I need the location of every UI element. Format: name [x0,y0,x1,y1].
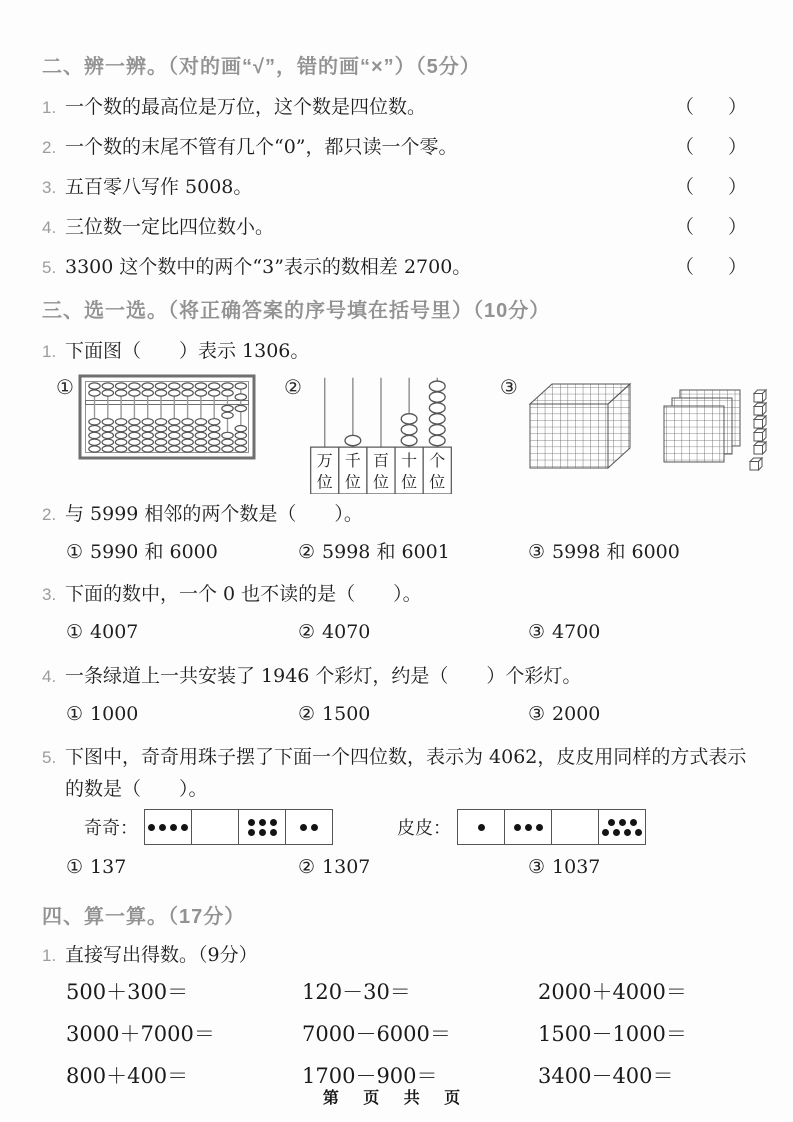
expression: 2000＋4000＝ [538,980,687,1004]
question-number: 1. [42,98,57,117]
option: ③ 1037 [528,856,601,878]
question-number: 4. [42,667,57,686]
expression: 3000＋7000＝ [66,1022,215,1046]
question-text: 下面的数中，一个 0 也不读的是（ ）。 [65,583,422,605]
figure-label: ② [283,375,302,399]
answer-bracket: （ ） [674,216,747,238]
figure-label: ① [56,375,74,399]
question-number: 2. [42,505,57,524]
figure-option-3 [500,374,774,474]
dot-cell [192,810,239,844]
dot-cell [552,810,599,844]
pipi-dot-table [457,809,646,845]
question-text: 三位数一定比四位数小。 [65,216,275,238]
question-number: 5. [42,258,57,277]
dot-cell [239,810,286,844]
question-text: 下面图（ ）表示 1306。 [65,340,310,362]
svg-text:十: 十 [401,450,417,470]
section-choose-title: 三、选一选。（将正确答案的序号填在括号里）（10分） [42,300,551,322]
expression: 3400－400＝ [538,1064,674,1088]
figure-option-2 [284,374,456,494]
option: ③ 5998 和 6000 [528,541,680,563]
question-number: 4. [42,218,57,237]
question-text: 与 5999 相邻的两个数是（ ）。 [65,503,363,525]
answer-bracket: （ ） [674,176,747,198]
page-footer: 第 页 共 页 [322,1090,471,1107]
svg-text:百: 百 [372,450,389,470]
answer-bracket: （ ） [674,96,747,118]
abacus-figure [78,374,256,460]
pipi-label: 皮皮： [397,818,451,839]
question-text: 五百零八写作 5008。 [65,176,253,198]
svg-text:万: 万 [316,450,333,470]
question-number: 5. [42,748,57,767]
dot-cell [286,810,332,844]
question-text: 3300 这个数中的两个“3”表示的数相差 2700。 [65,256,472,278]
svg-text:位: 位 [429,472,446,492]
calc-sub-question [42,943,747,968]
dot-cell [458,810,505,844]
expression: 7000－6000＝ [302,1022,451,1046]
question-text: 下图中，奇奇用珠子摆了下面一个四位数，表示为 4062，皮皮用同样的方式表示的数是（ ）。 [65,746,747,800]
mental-math-grid [42,980,747,1088]
option: ② 1500 [298,703,371,725]
answer-bracket: （ ） [674,136,747,158]
answer-bracket: （ ） [674,256,747,278]
option: ② 4070 [298,621,371,643]
choose-question-3 [42,582,747,607]
question-text: 一个数的最高位是万位，这个数是四位数。 [65,96,427,118]
expression: 120－30＝ [302,980,411,1004]
choose-question-4 [42,664,747,689]
choose-q5-options [42,855,747,880]
option: ① 137 [66,856,127,878]
choose-question-5 [42,741,747,805]
choose-q3-options [42,620,747,645]
svg-text:位: 位 [372,472,389,492]
base-ten-blocks-figure [522,374,774,474]
dot-cell [145,810,192,844]
question-number: 1. [42,342,57,361]
dot-cell [505,810,552,844]
judge-question-5 [42,255,747,280]
qiqi-label: 奇奇： [84,818,138,839]
expression: 1500－1000＝ [538,1022,687,1046]
svg-text:位: 位 [316,472,333,492]
choose-question-2 [42,502,747,527]
option: ① 1000 [66,703,139,725]
svg-text:位: 位 [344,472,361,492]
question-number: 3. [42,178,57,197]
expression: 800＋400＝ [66,1064,189,1088]
section-judge-title: 二、辨一辨。（对的画“√”，错的画“×”）（5分） [42,56,481,78]
option: ② 1307 [298,856,371,878]
question-text: 直接写出得数。（9分） [65,944,258,966]
svg-text:位: 位 [401,472,417,492]
judge-question-1 [42,95,747,120]
expression: 500＋300＝ [66,980,189,1004]
judge-question-4 [42,215,747,240]
figure-option-1 [56,374,256,460]
question-text: 一条绿道上一共安装了 1946 个彩灯，约是（ ）个彩灯。 [65,665,582,687]
place-value-frame-figure [306,374,456,494]
judge-question-3 [42,175,747,200]
option: ③ 2000 [528,703,601,725]
bead-diagrams-row [42,809,747,845]
svg-text:个: 个 [429,450,446,470]
choice-figures-row [42,374,747,494]
section-calc-title: 四、算一算。（17分） [42,906,246,928]
choose-question-1 [42,339,747,364]
question-number: 1. [42,946,57,965]
choose-q4-options [42,702,747,727]
question-text: 一个数的末尾不管有几个“0”，都只读一个零。 [65,136,458,158]
option: ② 5998 和 6001 [298,541,450,563]
option: ① 5990 和 6000 [66,541,218,563]
dot-cell [599,810,645,844]
svg-text:千: 千 [344,450,361,470]
choose-q2-options [42,540,747,565]
expression: 1700－900＝ [302,1064,438,1088]
figure-label: ③ [499,375,518,399]
judge-question-2 [42,135,747,160]
question-number: 3. [42,585,57,604]
question-number: 2. [42,138,57,157]
option: ③ 4700 [528,621,601,643]
option: ① 4007 [66,621,139,643]
qiqi-dot-table [144,809,333,845]
